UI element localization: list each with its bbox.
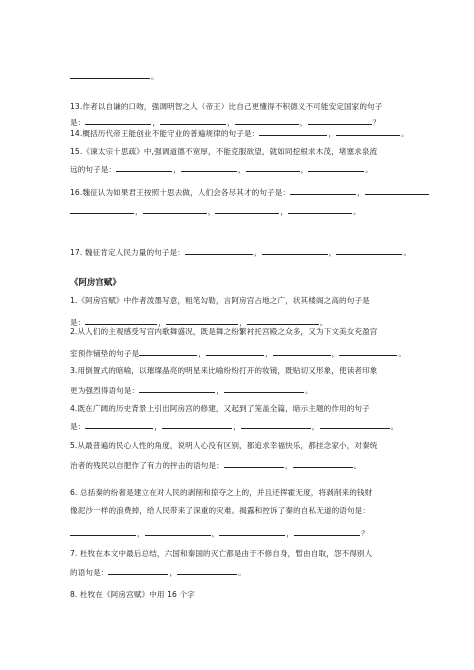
answer-blank[interactable] [85, 116, 151, 125]
punctuation-mark: ， [331, 349, 340, 358]
punctuation-mark: 。 [353, 207, 361, 216]
punctuation-mark: ， [311, 422, 320, 431]
line-text: 14.概括历代帝王能创业不能守业的普遍规律的句子是： [70, 129, 260, 138]
answer-blank[interactable] [160, 116, 226, 125]
punctuation-mark: ， [207, 207, 216, 216]
answer-blank[interactable] [139, 384, 215, 393]
line-text: 是： [70, 118, 86, 127]
question-line [70, 420, 420, 432]
punctuation-mark: ， [173, 165, 181, 174]
punctuation-mark: 。 [353, 461, 362, 470]
punctuation-mark: ， [211, 529, 220, 538]
answer-blank[interactable] [181, 163, 237, 172]
line-text: 5.从最普遍的民心人性的角度，说明人心没有区别，都追求幸福快乐，都挂念家小，对秦统 [70, 441, 378, 450]
punctuation-mark: 。 [403, 248, 412, 257]
answer-blank[interactable] [247, 316, 319, 325]
answer-blank[interactable] [177, 566, 237, 575]
punctuation-mark: 。 [390, 422, 399, 431]
punctuation-mark: ， [300, 165, 309, 174]
punctuation-mark: ， [357, 188, 365, 197]
question-line [70, 70, 420, 82]
answer-blank[interactable] [143, 205, 207, 214]
punctuation-mark: 。 [398, 349, 407, 358]
punctuation-mark: ， [154, 422, 163, 431]
punctuation-mark: 。 [151, 72, 159, 81]
line-text: 13.作者以自谦的口吻，强调明智之人（帝王）比自己更懂得不积德义不可能安定国家的句子 [70, 102, 383, 111]
punctuation-mark: ， [198, 349, 206, 358]
answer-blank[interactable] [336, 246, 402, 255]
answer-blank[interactable] [290, 186, 356, 195]
answer-blank[interactable] [116, 163, 172, 172]
question-line [70, 127, 420, 139]
punctuation-mark: ， [237, 165, 246, 174]
question-line [70, 296, 420, 306]
answer-blank[interactable] [185, 246, 253, 255]
punctuation-mark: ， [253, 248, 262, 257]
question-line [70, 506, 420, 516]
line-text: 远的句子是： [70, 165, 117, 174]
answer-blank[interactable] [294, 527, 360, 536]
punctuation-mark: 。 [304, 386, 313, 395]
question-line [70, 347, 420, 359]
answer-blank[interactable] [235, 116, 299, 125]
answer-blank[interactable] [246, 163, 300, 172]
punctuation-mark: 。 [238, 568, 246, 577]
line-text: 6. 总括秦的纷奢是建立在对人民的剥削和掠夺之上的，并且还挥霍无度，将剥削来的钱财 [70, 488, 373, 497]
question-line [70, 147, 420, 157]
answer-blank[interactable] [224, 384, 304, 393]
answer-blank[interactable] [85, 316, 157, 325]
punctuation-mark: ， [233, 422, 241, 431]
punctuation-mark: ， [152, 118, 161, 127]
punctuation-mark: ， [284, 461, 293, 470]
line-text: 是： [70, 318, 86, 327]
line-text: 1.《阿房宫赋》中作者泼墨写意，粗笔勾勒，言阿房宫占地之广，状其楼阁之高的句子是 [70, 296, 370, 305]
answer-blank[interactable] [166, 316, 238, 325]
answer-blank[interactable] [259, 127, 327, 136]
answer-blank[interactable] [308, 116, 372, 125]
question-line [70, 404, 420, 414]
punctuation-mark: 。 [365, 165, 373, 174]
punctuation-mark: ， [239, 318, 247, 327]
answer-blank[interactable] [241, 420, 311, 429]
line-text: 17. 魏征肯定人民力量的句子是： [70, 248, 185, 257]
answer-blank[interactable] [365, 186, 429, 195]
answer-blank[interactable] [70, 205, 134, 214]
question-line [70, 566, 420, 578]
line-text: 16.魏征认为如果君王按照十思去做，人们会各尽其才的句子是： [70, 188, 291, 197]
answer-blank[interactable] [85, 420, 153, 429]
punctuation-mark: ， [158, 318, 167, 327]
question-line [70, 441, 420, 451]
line-text: 像泥沙一样的浪费掉，给人民带来了深重的灾难。揭露和控诉了秦的自私无道的语句是： [70, 506, 371, 515]
answer-blank[interactable] [139, 347, 197, 356]
question-line [70, 327, 420, 337]
answer-blank[interactable] [336, 127, 400, 136]
punctuation-mark: ， [264, 349, 273, 358]
answer-blank[interactable] [293, 459, 353, 468]
line-text: 更为强烈得语句是： [70, 386, 140, 395]
question-line [70, 366, 420, 376]
line-text: 4.既在广阔的历史背景上引出阿房宫的修建，又起到了笼盖全篇，暗示主题的作用的句子 [70, 404, 370, 413]
answer-blank[interactable] [215, 205, 279, 214]
punctuation-mark: ， [286, 529, 295, 538]
punctuation-mark: ， [137, 529, 145, 538]
question-line [70, 549, 420, 559]
punctuation-mark: ？ [361, 529, 369, 538]
punctuation-mark: 。 [401, 129, 409, 138]
punctuation-mark: ， [328, 248, 337, 257]
answer-blank[interactable] [206, 347, 264, 356]
answer-blank[interactable] [273, 347, 331, 356]
question-line [70, 186, 420, 198]
punctuation-mark: ， [216, 386, 224, 395]
line-text: 室预作铺垫的句子是 [70, 349, 140, 358]
answer-blank[interactable] [70, 70, 150, 79]
punctuation-mark: ， [328, 129, 337, 138]
answer-blank[interactable] [145, 527, 211, 536]
answer-blank[interactable] [320, 420, 390, 429]
answer-blank[interactable] [224, 459, 284, 468]
punctuation-mark: ， [227, 118, 235, 127]
section-title [70, 277, 420, 287]
line-text: 7. 杜牧在本文中最后总结，六国和秦国的灭亡都是由于不修自身，暂由自取，怨不得别人 [70, 549, 373, 558]
answer-blank[interactable] [308, 163, 364, 172]
answer-blank[interactable] [108, 566, 168, 575]
question-line [70, 488, 420, 498]
question-line [70, 163, 420, 175]
punctuation-mark: 。 [319, 318, 328, 327]
line-text: 3.用倒置式的暗喻，以璀璨晶亮的明星来比喻纷纷打开的妆镜，既贴切又形象，使读者印象 [70, 366, 378, 375]
punctuation-mark: ， [135, 207, 143, 216]
question-line [70, 205, 420, 217]
line-text: 15.《谏太宗十思疏》中,强调道德不宽厚，不能克服欲望，就如同挖根求木茂，堵塞求泉流 [70, 147, 378, 156]
line-text: 2.从人们的主观感受写宫内歌舞盛况，既是舞之纷繁衬托宫殿之众多，又为下文美女充盈宫 [70, 327, 378, 336]
answer-blank[interactable] [219, 527, 285, 536]
line-text: 是： [70, 422, 86, 431]
punctuation-mark: ？ [372, 118, 381, 127]
question-line [70, 384, 420, 396]
answer-blank[interactable] [339, 347, 397, 356]
punctuation-mark: ， [299, 118, 308, 127]
answer-blank[interactable] [162, 420, 232, 429]
question-line [70, 246, 420, 258]
answer-blank[interactable] [288, 205, 352, 214]
answer-blank[interactable] [70, 527, 136, 536]
question-line [70, 590, 420, 600]
question-line [70, 459, 420, 471]
line-text: 治者的残民以自肥作了有力的抨击的语句是： [70, 461, 224, 470]
question-line [70, 527, 420, 539]
punctuation-mark: ， [280, 207, 289, 216]
line-text: 8. 杜牧在《阿房宫赋》中用 16 个字 [70, 590, 195, 599]
question-line [70, 102, 420, 112]
line-text: 《阿房宫赋》 [70, 277, 121, 287]
line-text: 的语句是： [70, 568, 109, 577]
punctuation-mark: ， [169, 568, 178, 577]
answer-blank[interactable] [262, 246, 328, 255]
